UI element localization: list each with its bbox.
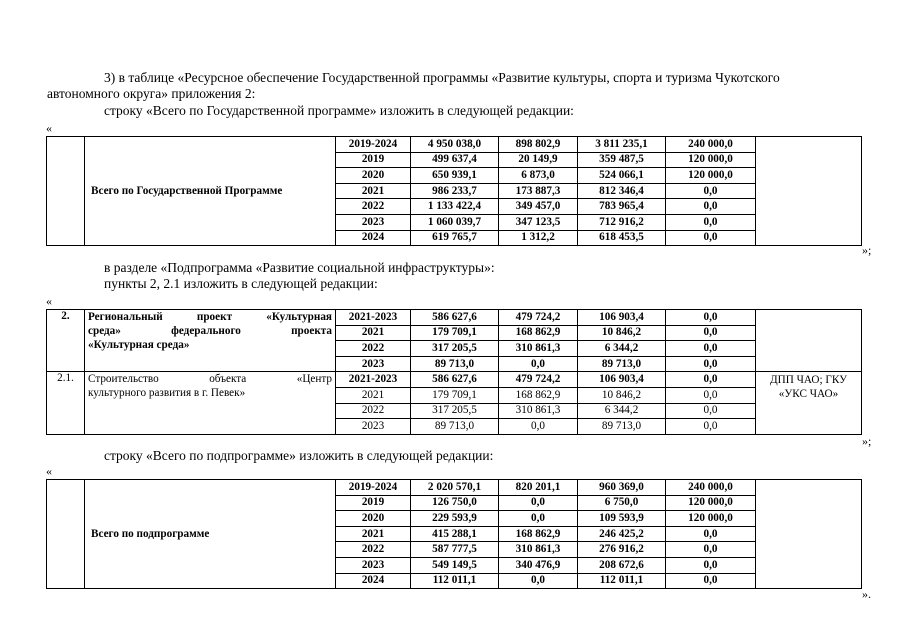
amount-cell: 820 201,1 xyxy=(499,480,578,496)
table-total-subprogram xyxy=(46,479,862,589)
intro-line-1: 3) в таблице «Ресурсное обеспечение Государственной программы «Развитие культуры, спорта и туризма Чукотского xyxy=(104,70,780,85)
amount-cell: 89 713,0 xyxy=(578,419,666,435)
intro-line-3: строку «Всего по Государственной программе» изложить в следующей редакции: xyxy=(104,103,574,118)
amount-cell: 89 713,0 xyxy=(578,356,666,372)
amount-cell: 4 950 038,0 xyxy=(411,137,499,153)
table-row xyxy=(47,310,862,326)
row-label: Всего по Государственной Программе xyxy=(85,137,336,246)
amount-cell: 168 862,9 xyxy=(499,526,578,542)
amount-cell: 415 288,1 xyxy=(411,526,499,542)
amount-cell: 240 000,0 xyxy=(666,480,756,496)
amount-cell: 120 000,0 xyxy=(666,511,756,527)
amount-cell: 0,0 xyxy=(499,419,578,435)
year-cell: 2019-2024 xyxy=(336,480,411,496)
open-quote-3: « xyxy=(46,464,52,478)
executor-cell: ДПП ЧАО; ГКУ «УКС ЧАО» xyxy=(756,372,862,434)
amount-cell: 499 637,4 xyxy=(411,152,499,168)
open-quote-2: « xyxy=(46,294,52,308)
year-cell: 2022 xyxy=(336,341,411,357)
amount-cell: 168 862,9 xyxy=(499,325,578,341)
table-subprogram-items xyxy=(46,309,862,435)
year-cell: 2024 xyxy=(336,573,411,589)
amount-cell: 812 346,4 xyxy=(578,183,666,199)
year-cell: 2021 xyxy=(336,526,411,542)
year-cell: 2020 xyxy=(336,511,411,527)
item-number: 2. xyxy=(47,310,85,372)
year-cell: 2022 xyxy=(336,199,411,215)
amount-cell: 586 627,6 xyxy=(411,372,499,388)
amount-cell: 246 425,2 xyxy=(578,526,666,542)
amount-cell: 0,0 xyxy=(666,341,756,357)
amount-cell: 89 713,0 xyxy=(411,356,499,372)
row-label: Всего по подпрограмме xyxy=(85,480,336,589)
year-cell: 2021 xyxy=(336,387,411,403)
amount-cell: 208 672,6 xyxy=(578,557,666,573)
item-label-line: Строительство объекта «Центр xyxy=(88,373,332,386)
amount-cell: 120 000,0 xyxy=(666,495,756,511)
section3-line-1: строку «Всего по подпрограмме» изложить в следующей редакции: xyxy=(104,448,494,463)
amount-cell: 168 862,9 xyxy=(499,387,578,403)
amount-cell: 179 709,1 xyxy=(411,387,499,403)
amount-cell: 587 777,5 xyxy=(411,542,499,558)
section2-line-1: в разделе «Подпрограмма «Развитие социальной инфраструктуры»: xyxy=(104,260,495,275)
close-quote-1: »; xyxy=(862,243,872,257)
amount-cell: 0,0 xyxy=(666,325,756,341)
year-cell: 2021 xyxy=(336,325,411,341)
amount-cell: 1 133 422,4 xyxy=(411,199,499,215)
year-cell: 2019 xyxy=(336,152,411,168)
amount-cell: 0,0 xyxy=(499,495,578,511)
amount-cell: 6 873,0 xyxy=(499,168,578,184)
amount-cell: 179 709,1 xyxy=(411,325,499,341)
amount-cell: 106 903,4 xyxy=(578,372,666,388)
amount-cell: 479 724,2 xyxy=(499,372,578,388)
amount-cell: 0,0 xyxy=(666,403,756,419)
amount-cell: 173 887,3 xyxy=(499,183,578,199)
amount-cell: 0,0 xyxy=(666,526,756,542)
amount-cell: 0,0 xyxy=(666,230,756,246)
row-number-cell xyxy=(47,480,85,589)
executor-cell xyxy=(756,310,862,372)
executor-cell xyxy=(756,480,862,589)
amount-cell: 783 965,4 xyxy=(578,199,666,215)
amount-cell: 619 765,7 xyxy=(411,230,499,246)
year-cell: 2023 xyxy=(336,214,411,230)
amount-cell: 586 627,6 xyxy=(411,310,499,326)
amount-cell: 549 149,5 xyxy=(411,557,499,573)
amount-cell: 1 312,2 xyxy=(499,230,578,246)
amount-cell: 0,0 xyxy=(499,356,578,372)
year-cell: 2020 xyxy=(336,168,411,184)
amount-cell: 310 861,3 xyxy=(499,403,578,419)
amount-cell: 310 861,3 xyxy=(499,542,578,558)
year-cell: 2021 xyxy=(336,183,411,199)
table-row xyxy=(47,372,862,388)
table-total-program xyxy=(46,136,862,246)
item-label-line: среда» федерального проекта xyxy=(88,325,332,337)
year-cell: 2019 xyxy=(336,495,411,511)
year-cell: 2019-2024 xyxy=(336,137,411,153)
amount-cell: 712 916,2 xyxy=(578,214,666,230)
close-quote-2: »; xyxy=(862,434,872,448)
amount-cell: 960 369,0 xyxy=(578,480,666,496)
amount-cell: 650 939,1 xyxy=(411,168,499,184)
amount-cell: 310 861,3 xyxy=(499,341,578,357)
amount-cell: 317 205,5 xyxy=(411,403,499,419)
amount-cell: 0,0 xyxy=(666,214,756,230)
item-label-line: «Культурная среда» xyxy=(88,339,190,351)
table-row xyxy=(47,480,862,496)
amount-cell: 347 123,5 xyxy=(499,214,578,230)
amount-cell: 120 000,0 xyxy=(666,152,756,168)
year-cell: 2024 xyxy=(336,230,411,246)
amount-cell: 112 011,1 xyxy=(411,573,499,589)
amount-cell: 0,0 xyxy=(666,310,756,326)
amount-cell: 120 000,0 xyxy=(666,168,756,184)
amount-cell: 0,0 xyxy=(666,419,756,435)
open-quote-1: « xyxy=(46,121,52,135)
amount-cell: 0,0 xyxy=(666,387,756,403)
amount-cell: 240 000,0 xyxy=(666,137,756,153)
amount-cell: 0,0 xyxy=(666,183,756,199)
amount-cell: 340 476,9 xyxy=(499,557,578,573)
close-quote-3: ». xyxy=(862,587,871,601)
year-cell: 2022 xyxy=(336,403,411,419)
row-number-cell xyxy=(47,137,85,246)
amount-cell: 10 846,2 xyxy=(578,325,666,341)
amount-cell: 898 802,9 xyxy=(499,137,578,153)
amount-cell: 6 750,0 xyxy=(578,495,666,511)
amount-cell: 0,0 xyxy=(666,557,756,573)
amount-cell: 0,0 xyxy=(499,511,578,527)
amount-cell: 986 233,7 xyxy=(411,183,499,199)
amount-cell: 0,0 xyxy=(666,356,756,372)
amount-cell: 0,0 xyxy=(666,542,756,558)
amount-cell: 317 205,5 xyxy=(411,341,499,357)
amount-cell: 10 846,2 xyxy=(578,387,666,403)
amount-cell: 6 344,2 xyxy=(578,403,666,419)
amount-cell: 479 724,2 xyxy=(499,310,578,326)
year-cell: 2023 xyxy=(336,356,411,372)
amount-cell: 524 066,1 xyxy=(578,168,666,184)
item-label-2 xyxy=(85,310,336,372)
amount-cell: 2 020 570,1 xyxy=(411,480,499,496)
year-cell: 2023 xyxy=(336,419,411,435)
amount-cell: 1 060 039,7 xyxy=(411,214,499,230)
amount-cell: 3 811 235,1 xyxy=(578,137,666,153)
amount-cell: 0,0 xyxy=(666,372,756,388)
amount-cell: 349 457,0 xyxy=(499,199,578,215)
amount-cell: 20 149,9 xyxy=(499,152,578,168)
year-cell: 2022 xyxy=(336,542,411,558)
amount-cell: 0,0 xyxy=(499,573,578,589)
amount-cell: 106 903,4 xyxy=(578,310,666,326)
year-cell: 2021-2023 xyxy=(336,372,411,388)
amount-cell: 0,0 xyxy=(666,199,756,215)
amount-cell: 359 487,5 xyxy=(578,152,666,168)
item-label-21 xyxy=(85,372,336,434)
amount-cell: 126 750,0 xyxy=(411,495,499,511)
year-cell: 2021-2023 xyxy=(336,310,411,326)
executor-cell xyxy=(756,137,862,246)
section2-line-2: пункты 2, 2.1 изложить в следующей редакции: xyxy=(104,276,378,291)
amount-cell: 6 344,2 xyxy=(578,341,666,357)
amount-cell: 276 916,2 xyxy=(578,542,666,558)
amount-cell: 112 011,1 xyxy=(578,573,666,589)
amount-cell: 0,0 xyxy=(666,573,756,589)
item-number: 2.1. xyxy=(47,372,85,434)
amount-cell: 229 593,9 xyxy=(411,511,499,527)
amount-cell: 109 593,9 xyxy=(578,511,666,527)
item-label-line: Региональный проект «Культурная xyxy=(88,311,332,323)
intro-line-2: автономного округа» приложения 2: xyxy=(47,86,256,101)
table-row xyxy=(47,137,862,153)
amount-cell: 618 453,5 xyxy=(578,230,666,246)
item-label-line: культурного развития в г. Певек» xyxy=(88,387,246,400)
year-cell: 2023 xyxy=(336,557,411,573)
amount-cell: 89 713,0 xyxy=(411,419,499,435)
